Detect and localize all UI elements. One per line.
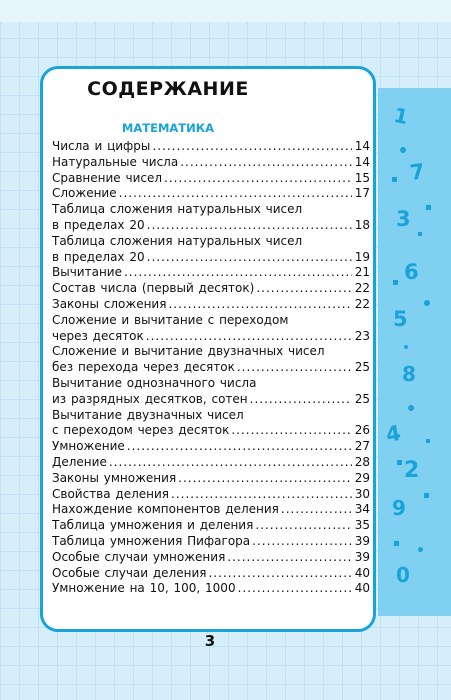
toc-entry-text: Вычитание двузначных чисел (52, 407, 244, 422)
toc-list (52, 139, 370, 597)
decor-digit: 8 (402, 362, 416, 386)
decor-dot (404, 345, 408, 349)
toc-entry-line (52, 297, 370, 313)
toc-entry-line (52, 423, 370, 439)
toc-entry-line (52, 281, 370, 297)
toc-entry-text: Особые случаи умножения (52, 549, 226, 564)
toc-leader-dots (164, 171, 352, 187)
decor-digit: 3 (396, 207, 411, 231)
toc-leader-dots (124, 265, 352, 281)
toc-leader-dots (231, 423, 352, 439)
toc-page-number: 22 (354, 296, 370, 311)
toc-entry-line (52, 329, 370, 345)
toc-leader-dots (152, 139, 352, 155)
toc-leader-dots (256, 281, 352, 297)
toc-entry-line (52, 550, 370, 566)
toc-page-number: 25 (354, 360, 370, 375)
toc-leader-dots (227, 550, 352, 566)
toc-entry-text: Законы сложения (52, 296, 167, 311)
toc-entry-line (52, 265, 370, 281)
toc-leader-dots (250, 392, 352, 408)
toc-page-number: 40 (354, 565, 370, 580)
toc-entry-line (52, 439, 370, 455)
decor-digit: 4 (384, 420, 403, 448)
decor-dot (424, 300, 430, 306)
toc-entry-line (52, 487, 370, 503)
decor-dot (393, 280, 398, 285)
toc-entry-line (52, 518, 370, 534)
decor-digit: 6 (404, 260, 419, 284)
decor-dot (400, 147, 406, 153)
decor-digit: 5 (393, 307, 408, 331)
toc-leader-dots (238, 581, 352, 597)
toc-entry-line (52, 360, 370, 376)
toc-entry-text: Сложение и вычитание двузначных чисел (52, 344, 325, 359)
toc-entry-line (52, 408, 370, 424)
decor-dot (408, 405, 414, 411)
toc-page-number: 22 (354, 281, 370, 296)
toc-entry-line (52, 471, 370, 487)
toc-page-number: 21 (354, 265, 370, 280)
toc-entry-line (52, 218, 370, 234)
toc-page-number: 39 (354, 549, 370, 564)
toc-entry-text: из разрядных десятков, сотен (52, 391, 248, 406)
toc-entry-line (52, 344, 370, 360)
decor-digit: 2 (404, 458, 420, 483)
toc-entry-line (52, 234, 370, 250)
toc-entry-text: Таблица сложения натуральных чисел (52, 233, 303, 248)
toc-page-number: 30 (354, 486, 370, 501)
toc-page-number: 19 (354, 249, 370, 264)
toc-page-number: 27 (354, 439, 370, 454)
toc-entry-text: Натуральные числа (52, 154, 179, 169)
toc-entry-text: без перехода через десяток (52, 360, 235, 375)
toc-entry-line (52, 534, 370, 550)
toc-entry-line (52, 455, 370, 471)
toc-entry-line (52, 155, 370, 171)
toc-page-number: 14 (354, 139, 370, 153)
toc-page-number: 26 (354, 423, 370, 438)
toc-entry-text: Нахождение компонентов деления (52, 502, 279, 517)
toc-leader-dots (168, 297, 352, 313)
decor-dot (392, 177, 397, 182)
decor-digit: 1 (391, 102, 411, 130)
toc-entry-line (52, 186, 370, 202)
toc-page-number: 28 (354, 454, 370, 469)
toc-entry-text: Таблица умножения Пифагора (52, 533, 251, 548)
toc-leader-dots (255, 518, 352, 534)
toc-entry-line (52, 171, 370, 187)
toc-leader-dots (127, 439, 352, 455)
toc-entry-text: в пределах 20 (52, 217, 145, 232)
toc-entry-text: Состав числа (первый десяток) (52, 281, 255, 296)
decor-dot (397, 460, 402, 465)
toc-entry-text: Таблица умножения и деления (52, 518, 254, 533)
toc-page-number: 14 (354, 154, 370, 169)
decor-dot (418, 232, 422, 236)
toc-leader-dots (208, 566, 352, 582)
toc-leader-dots (252, 534, 352, 550)
toc-page-number: 15 (354, 170, 370, 185)
toc-entry-line (52, 139, 370, 155)
toc-entry-text: Сложение и вычитание с переходом (52, 312, 289, 327)
toc-entry-text: Деление (52, 454, 107, 469)
toc-entry-text: Умножение на 10, 100, 1000 (52, 581, 236, 596)
toc-entry-line (52, 250, 370, 266)
section-heading: МАТЕМАТИКА (121, 121, 215, 135)
decor-dot (424, 493, 429, 498)
toc-page-number: 29 (354, 470, 370, 485)
toc-page-number: 18 (354, 217, 370, 232)
top-strip (0, 0, 451, 22)
toc-entry-text: Свойства деления (52, 486, 170, 501)
toc-entry-text: Числа и цифры (52, 139, 151, 153)
toc-leader-dots (147, 218, 352, 234)
toc-entry-text: в пределах 20 (52, 249, 145, 264)
toc-entry-text: Сравнение чисел (52, 170, 163, 185)
toc-entry-line (52, 313, 370, 329)
toc-entry-line (52, 202, 370, 218)
toc-entry-text: Умножение (52, 439, 125, 454)
decor-digit: 0 (396, 563, 410, 587)
toc-entry-text: Вычитание однозначного числа (52, 375, 257, 390)
toc-entry-text: Таблица сложения натуральных чисел (52, 202, 303, 217)
toc-leader-dots (109, 455, 352, 471)
toc-entry-text: Вычитание (52, 265, 122, 280)
toc-entry-line (52, 566, 370, 582)
toc-entry-text: Сложение (52, 186, 117, 201)
toc-leader-dots (171, 487, 352, 503)
page-title: СОДЕРЖАНИЕ (87, 78, 249, 100)
toc-leader-dots (147, 250, 352, 266)
toc-leader-dots (146, 329, 352, 345)
toc-page-number: 35 (354, 518, 370, 533)
toc-page-number: 23 (354, 328, 370, 343)
toc-page-number: 39 (354, 533, 370, 548)
toc-entry-line (52, 502, 370, 518)
toc-leader-dots (237, 360, 352, 376)
toc-entry-line (52, 581, 370, 597)
decor-digit: 7 (408, 159, 427, 185)
decor-dot (418, 547, 423, 552)
toc-entry-text: Законы умножения (52, 470, 177, 485)
toc-leader-dots (119, 186, 352, 202)
toc-entry-line (52, 376, 370, 392)
toc-page-number: 34 (354, 502, 370, 517)
decor-dot (394, 541, 399, 546)
toc-page-number: 17 (354, 186, 370, 201)
decor-dot (426, 205, 431, 210)
toc-page-number: 25 (354, 391, 370, 406)
toc-entry-text: через десяток (52, 328, 144, 343)
toc-leader-dots (178, 471, 352, 487)
toc-entry-line (52, 392, 370, 408)
toc-entry-text: Особые случаи деления (52, 565, 207, 580)
page-number: 3 (204, 632, 216, 650)
toc-leader-dots (180, 155, 352, 171)
decor-digit: 9 (392, 496, 406, 520)
toc-page-number: 40 (354, 581, 370, 596)
decor-dot (426, 439, 430, 443)
toc-entry-text: с переходом через десяток (52, 423, 230, 438)
toc-leader-dots (281, 502, 352, 518)
